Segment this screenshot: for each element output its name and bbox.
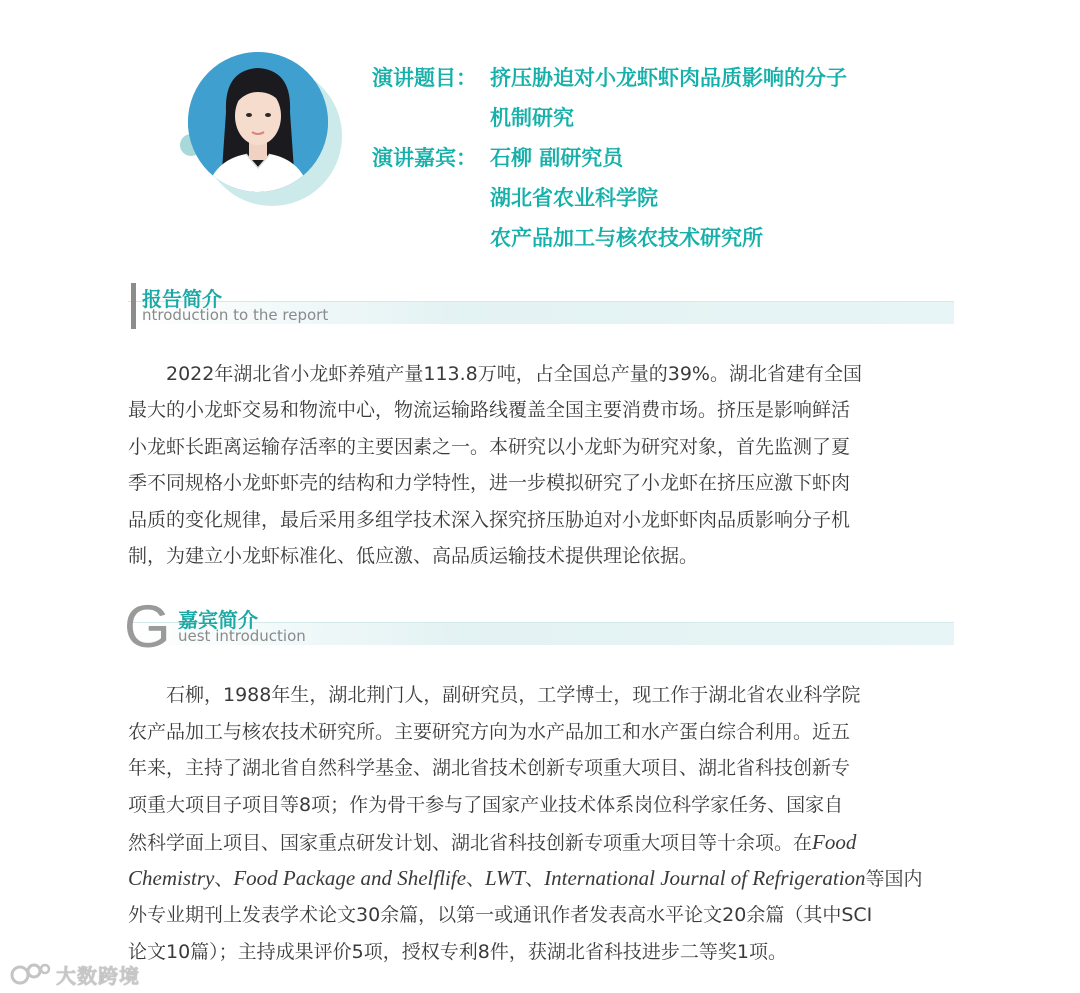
paragraph-line: 小龙虾长距离运输存活率的主要因素之一。本研究以小龙虾为研究对象，首先监测了夏 (128, 435, 851, 458)
topic-label: 演讲题目： (372, 66, 477, 90)
paragraph-line (128, 860, 954, 897)
journal-ijr: International Journal of Refrigeration (544, 866, 866, 891)
report-section-title: 报告简介 (142, 287, 222, 311)
watermark-logo-icon (10, 961, 52, 987)
paragraph-text: 然科学面上项目、国家重点研发计划、湖北省科技创新专项重大项目等十余项。在 (128, 831, 813, 854)
speaker-photo (188, 52, 328, 192)
paragraph-line: 年来，主持了湖北省自然科学基金、湖北省技术创新专项重大项目、湖北省科技创新专 (128, 757, 851, 780)
guest-paragraph (128, 677, 954, 971)
paragraph-line: 季不同规格小龙虾虾壳的结构和力学特性，进一步模拟研究了小龙虾在挤压应激下虾肉 (128, 472, 851, 495)
section-initial-g: G (124, 593, 171, 660)
guest-section-subtitle: uest introduction (178, 627, 306, 645)
journal-food-chemistry-b: Chemistry (128, 866, 215, 891)
journal-food-chemistry-a: Food (812, 829, 857, 854)
separator: 、 (214, 868, 234, 891)
speaker-portrait-icon (188, 52, 328, 192)
speaker-name: 石柳 副研究员 (490, 146, 624, 170)
paragraph-line: 2022年湖北省小龙虾养殖产量113.8万吨，占全国总产量的39%。湖北省建有全国 (128, 363, 862, 385)
paragraph-line: 品质的变化规律，最后采用多组学技术深入探究挤压胁迫对小龙虾虾肉品质影响分子机 (128, 508, 851, 531)
paragraph-line: 农产品加工与核农技术研究所。主要研究方向为水产品加工和水产蛋白综合利用。近五 (128, 720, 851, 743)
affiliation-line-2: 农产品加工与核农技术研究所 (490, 226, 763, 250)
topic-line-1: 挤压胁迫对小龙虾虾肉品质影响的分子 (490, 66, 847, 90)
report-paragraph (128, 356, 954, 574)
speaker-avatar-group (180, 52, 350, 212)
paragraph-line: 项重大项目子项目等8项；作为骨干参与了国家产业技术体系岗位科学家任务、国家自 (128, 794, 844, 817)
report-section-subtitle: ntroduction to the report (142, 306, 329, 324)
topic-line-2: 机制研究 (490, 106, 574, 130)
watermark-text: 大数跨境 (56, 963, 140, 988)
guest-section-header (124, 593, 954, 660)
paragraph-line: 石柳，1988年生，湖北荆门人，副研究员，工学博士，现工作于湖北省农业科学院 (128, 684, 861, 706)
paragraph-line: 外专业期刊上发表学术论文30余篇，以第一或通讯作者发表高水平论文20余篇（其中SCI (128, 904, 873, 927)
guest-section-title: 嘉宾简介 (178, 608, 258, 632)
affiliation-line-1: 湖北省农业科学院 (490, 186, 658, 210)
paragraph-line: 最大的小龙虾交易和物流中心，物流运输路线覆盖全国主要消费市场。挤压是影响鲜活 (128, 399, 851, 422)
paragraph-text: 等国内 (865, 868, 923, 891)
paragraph-line: 论文10篇）；主持成果评价5项，授权专利8件，获湖北省科技进步二等奖1项。 (128, 940, 787, 963)
separator: 、 (525, 868, 545, 891)
speaker-label: 演讲嘉宾： (372, 146, 477, 170)
separator: 、 (466, 868, 486, 891)
section-initial-i (131, 283, 136, 329)
watermark (10, 960, 140, 988)
paragraph-line: 制，为建立小龙虾标准化、低应激、高品质运输技术提供理论依据。 (128, 544, 699, 567)
paragraph-line (128, 824, 954, 861)
journal-lwt: LWT (485, 866, 526, 891)
report-section-header (128, 283, 954, 335)
journal-food-package: Food Package and Shelflife (233, 866, 467, 891)
